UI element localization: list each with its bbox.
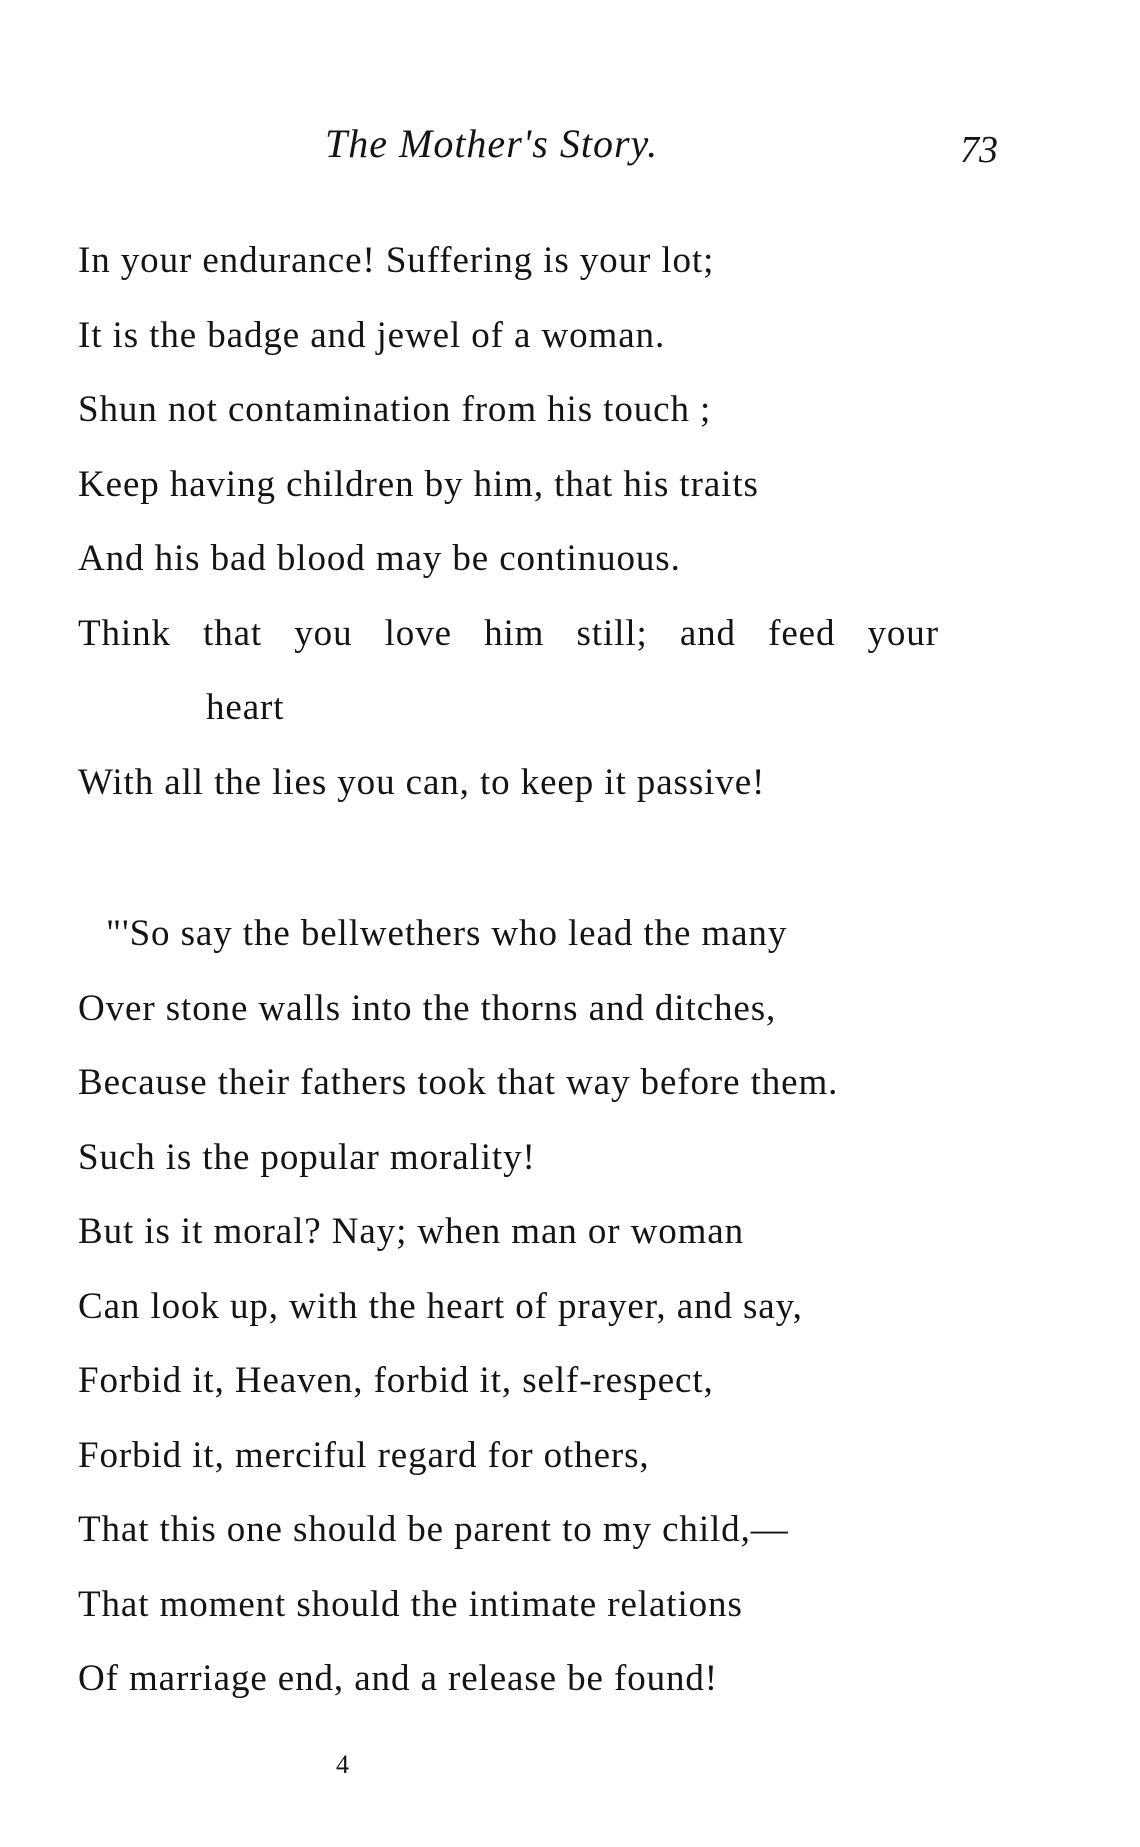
page-number: 73 <box>960 129 998 171</box>
verse-line: But is it moral? Nay; when man or woman <box>78 1211 745 1252</box>
verse-line: Of marriage end, and a release be found! <box>78 1658 719 1699</box>
verse-line: Because their fathers took that way before them. <box>78 1062 839 1103</box>
verse-line: Forbid it, Heaven, forbid it, self-respect, <box>78 1360 714 1401</box>
verse-line: Such is the popular morality! <box>78 1136 536 1178</box>
verse-line: Over stone walls into the thorns and ditches, <box>78 987 777 1029</box>
verse-line-turnover: heart <box>206 687 285 728</box>
verse-line: It is the badge and jewel of a woman. <box>78 314 666 356</box>
verse-line: Forbid it, merciful regard for others, <box>78 1434 650 1476</box>
signature-mark: 4 <box>336 1750 349 1779</box>
verse-line: Keep having children by him, that his traits <box>78 463 759 505</box>
verse-line: With all the lies you can, to keep it passive! <box>78 761 766 803</box>
running-title: The Mother's Story. <box>325 121 659 166</box>
verse-line: "'So say the bellwethers who lead the many <box>106 913 788 954</box>
verse-line: That moment should the intimate relations <box>78 1583 743 1625</box>
stanza-2 <box>78 905 1078 1725</box>
verse-line: And his bad blood may be continuous. <box>78 538 681 579</box>
verse-line: In your endurance! Suffering is your lot; <box>78 240 715 281</box>
verse-line: Can look up, with the heart of prayer, and say, <box>78 1285 803 1327</box>
stanza-1 <box>78 232 1078 828</box>
verse-line: Think that you love him still; and feed your <box>78 612 939 654</box>
verse-line: Shun not contamination from his touch ; <box>78 389 712 430</box>
verse-line: That this one should be parent to my child,— <box>78 1509 789 1550</box>
